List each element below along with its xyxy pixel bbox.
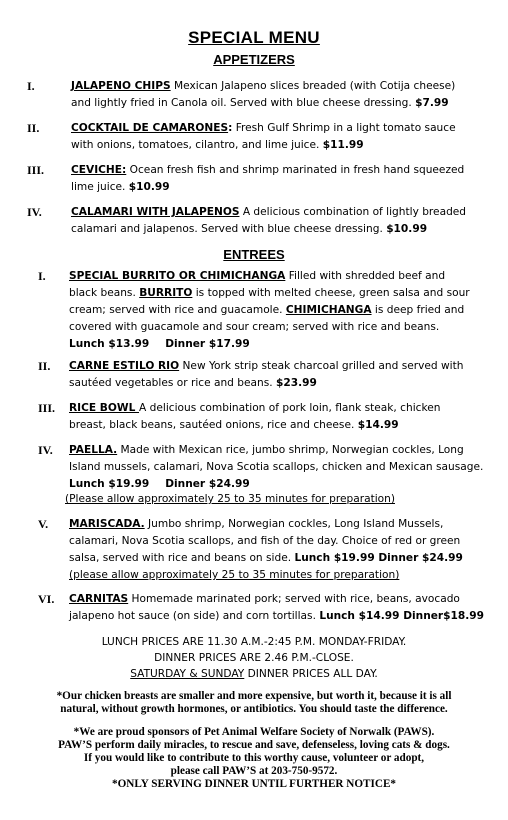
dinner-hours: DINNER PRICES ARE 2.46 P.M.-CLOSE. bbox=[154, 652, 354, 664]
dinner-only-notice: *ONLY SERVING DINNER UNTIL FURTHER NOTICE* bbox=[111, 778, 397, 790]
item-name: SPECIAL BURRITO OR CHIMICHANGA bbox=[69, 270, 286, 282]
item-name: COCKTAIL DE CAMARONES bbox=[71, 122, 229, 134]
item-number: I. bbox=[38, 269, 46, 283]
item-name: CEVICHE: bbox=[71, 164, 127, 176]
item-number: III. bbox=[38, 401, 56, 415]
lunch-price: Lunch $13.99 bbox=[69, 338, 150, 350]
menu-title: SPECIAL MENU bbox=[188, 28, 320, 47]
item-name: RICE BOWL bbox=[69, 402, 140, 414]
item-number: VI. bbox=[38, 592, 55, 606]
burrito-label: BURRITO bbox=[139, 287, 193, 299]
item-name: CALAMARI WITH JALAPENOS bbox=[71, 206, 240, 218]
weekend-hours: SATURDAY & SUNDAY DINNER PRICES ALL DAY. bbox=[130, 668, 378, 680]
item-price: $14.99 bbox=[357, 419, 399, 431]
item-price: $11.99 bbox=[322, 139, 364, 151]
lunch-hours: LUNCH PRICES ARE 11.30 A.M.-2:45 P.M. MONDAY-FRIDAY. bbox=[101, 636, 407, 648]
entrees-heading: ENTREES bbox=[223, 247, 285, 262]
item-name: CARNE ESTILO RIO bbox=[69, 360, 180, 372]
item-price: $10.99 bbox=[128, 181, 170, 193]
item-number: II. bbox=[27, 121, 40, 135]
item-name: CARNITAS bbox=[69, 593, 129, 605]
appetizers-heading: APPETIZERS bbox=[213, 52, 295, 67]
item-number: IV. bbox=[27, 205, 42, 219]
menu-page: SPECIAL MENU APPETIZERS I. JALAPENO CHIPS Mexican Jalapeno slices breaded (with Cotija cheese) and lightly fried in Canola oil. Served with blue cheese dressing. $7.99 II. COCKTAIL DE CAMARONES: Fresh Gulf Shrimp in a light tomato sauce with onions, tomatoes, cilantro, and lime juice. $11.99 III. CEVICHE: Ocean fresh fish and shrimp marinated in fresh hand squeezed lime juice. $10.99 IV. CALAMARI WITH JALAPENOS A delicious combination of lightly breaded calamari and jalapenos. Served with blue cheese dressing. $10.99 ENTREES I. SPECIAL BURRITO OR CHIMICHANGA Filled with shredded beef and black beans. BURRITO is topped with melted cheese, green salsa and sour cream; served with rice and guacamole. CHIMICHANGA is deep fried and covered with guacamole and sour cream; served with rice and beans. Lunch $13.99 Dinner $17.99 II. CARNE ESTILO RIO New York strip steak charcoal grilled and served with sautéed vegetables or rice and beans. $23.99 III. RICE BOWL A delicious combination of pork loin, flank steak, chicken breast, black beans, sautéed onions, rice and cheese. $14.99 IV. PAELLA. Made with Mexican rice, jumbo shrimp, Norwegian cockles, Long Island mussels, calamari, Nova Scotia scallops, chicken and Mexican sausage. Lunch $19.99 Dinner $24.99 (Please allow approximately 25 to 35 minutes for preparation) V. MARISCADA. Jumbo shrimp, Norwegian cockles, Long Island Mussels, calamari, Nova Scotia scallops, and fish of the day. Choice of red or green salsa, served with rice and beans on side. Lunch $19.99 Dinner $24.99 (please allow approximately 25 to 35 minutes for preparation) VI. CARNITAS Homemade marinated pork; served with rice, beans, avocado jalapeno hot sauce (on side) and corn tortillas. Lunch $14.99 Dinner$18.99 LUNCH PRICES ARE 11.30 A.M.-2:45 P.M. MONDAY-FRIDAY. DINNER PRICES ARE 2.46 P.M.-CLOSE. SATURDAY & SUNDAY DINNER PRICES ALL DAY. *Our chicken breasts are smaller and more expensive, but worth it, because it is all natural, without growth hormones, or antibiotics. You should taste the difference. *We are proud sponsors of Pet Animal Welfare Society of Norwalk (PAWS). PAW’S perform daily miracles, to rescue and save, defenseless, loving cats & dogs. If you would like to contribute to this worthy cause, volunteer or adopt, please call PAW’S at 203-750-9572. *ONLY SERVING DINNER UNTIL FURTHER NOTICE* bbox=[0, 0, 508, 820]
item-name: PAELLA. bbox=[69, 444, 118, 456]
dinner-price: Dinner $24.99 bbox=[165, 478, 250, 490]
item-name: MARISCADA. bbox=[69, 518, 145, 530]
hours-block bbox=[0, 634, 508, 682]
item-name: JALAPENO CHIPS bbox=[71, 80, 171, 92]
item-price: $7.99 bbox=[415, 97, 449, 109]
item-number: IV. bbox=[38, 443, 53, 457]
item-price: $10.99 bbox=[386, 223, 428, 235]
item-number: III. bbox=[27, 163, 45, 177]
chimichanga-label: CHIMICHANGA bbox=[285, 304, 372, 316]
item-number: I. bbox=[27, 79, 35, 93]
paws-note: *We are proud sponsors of Pet Animal Welfare Society of Norwalk (PAWS). PAW’S perform daily miracles, to rescue and save, defenseless, loving cats & dogs. If you would like to contribute to this worthy cause, volunteer or adopt, please call PAW’S at 203-750-9572. *ONLY SERVING DINNER UNTIL FURTHER NOTICE* bbox=[0, 726, 508, 791]
prep-time-note: (please allow approximately 25 to 35 minutes for preparation) bbox=[69, 569, 400, 581]
item-prices: Lunch $14.99 Dinner$18.99 bbox=[319, 610, 485, 622]
chicken-note: *Our chicken breasts are smaller and more expensive, but worth it, because it is all natural, without growth hormones, or antibiotics. You should taste the difference. bbox=[56, 690, 452, 715]
lunch-price: Lunch $19.99 bbox=[69, 478, 150, 490]
dinner-price: Dinner $17.99 bbox=[165, 338, 250, 350]
prep-time-note: (Please allow approximately 25 to 35 minutes for preparation) bbox=[65, 493, 395, 505]
item-price: $23.99 bbox=[275, 377, 317, 389]
item-number: II. bbox=[38, 359, 51, 373]
item-prices: Lunch $19.99 Dinner $24.99 bbox=[294, 552, 463, 564]
item-number: V. bbox=[38, 517, 49, 531]
